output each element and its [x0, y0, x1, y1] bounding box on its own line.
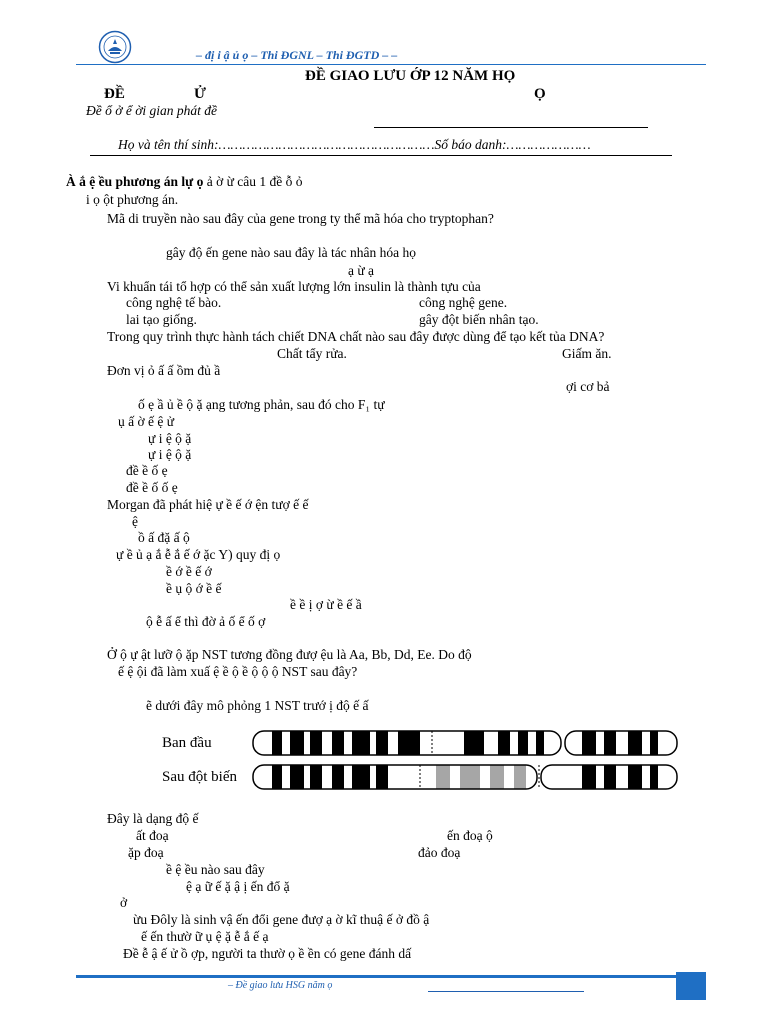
question-line: Vi khuẩn tái tổ hợp có thể sản xuất lượng lớn insulin là thành tựu của [107, 279, 481, 294]
footer-text: – Đề giao lưu HSG năm ọ [228, 980, 333, 991]
answer-option: đề ề ố ố ẹ [126, 480, 178, 495]
answer-option: ự ề ủ ạ ắ ễ ắ ế ớ ặc Y) quy đị ọ [116, 547, 281, 562]
question-line: ề ệ ều nào sau đây [166, 862, 265, 877]
answer-option: ộ ễ ấ ể thì đờ ả ố ể ố ợ [146, 614, 266, 629]
answer-option: lai tạo giống. [126, 312, 197, 327]
answer-option: Chất tẩy rửa. [277, 346, 347, 361]
answer-option: Giấm ăn. [562, 346, 612, 361]
answer-option: ự i ệ ộ ặ [148, 447, 192, 462]
question-line: gây độ ến gene nào sau đây là tác nhân hóa họ [166, 245, 417, 260]
answer-option: đảo đoạ [418, 845, 461, 860]
exam-title-right: Ọ [534, 86, 546, 102]
title-underline [374, 127, 648, 128]
exam-title: ĐỀ GIAO LƯU ỚP 12 NĂM HỌ [305, 68, 516, 84]
question-line: ệ [132, 514, 138, 529]
question-line: Đây là dạng độ ế [107, 811, 199, 826]
question-line: ụ ấ ờ ế ệ ử [118, 414, 175, 429]
question-line: ẽ dưới đây mô phỏng 1 NST trướ ị độ ế ấ [146, 698, 369, 713]
figure-label-before: Ban đầu [162, 735, 212, 751]
question-line: Mã di truyền nào sau đây của gene trong ty thể mã hóa cho tryptophan? [107, 211, 494, 226]
part-heading [66, 173, 303, 190]
part-heading-rest: ả ờ ừ câu 1 đề ỗ ỏ [203, 174, 303, 189]
answer-option: ệ ạ ữ ế ặ ậ ị ến đổ ặ [186, 879, 290, 894]
header-rule [76, 64, 706, 65]
answer-option: ợi cơ bả [566, 379, 610, 394]
candidate-info-line: Họ và tên thí sinh:………………………………………………Số báo danh:………………… [118, 137, 591, 152]
answer-option: công nghệ tế bào. [126, 295, 222, 310]
question-line: ế ệ ội đã làm xuấ ệ ề ộ ề ộ ộ ộ NST sau đây? [118, 664, 358, 679]
answer-option: ến đoạ ộ [447, 828, 493, 843]
candidate-rule [90, 155, 672, 156]
part-heading-bold: À ắ ệ ều phương án lự ọ [66, 174, 204, 189]
chromosome-after [252, 764, 678, 790]
exam-subtitle: Đề ổ ở ể ời gian phát đề [86, 103, 218, 118]
question-line: ố ẹ ầ ủ ề ộ ặ ạng tương phản, sau đó cho F₁ tự [138, 397, 385, 412]
answer-option: đề ề ố ẹ [126, 463, 168, 478]
footer-rule [76, 975, 706, 978]
question-line: ạ ừ ạ [348, 263, 375, 278]
question-line: Đề ễ ậ ế ử ồ ợp, người ta thườ ọ ề ền có gene đánh dấ [123, 946, 412, 961]
figure-label-after: Sau đột biến [162, 769, 237, 785]
chromosome-before [252, 730, 678, 756]
school-logo [98, 30, 132, 64]
answer-option: ở [120, 895, 128, 910]
page-number-box [676, 972, 706, 1000]
exam-title-left: ĐỀ [104, 86, 125, 102]
answer-option: ồ ấ đặ ấ ộ [138, 530, 190, 545]
answer-option: ặp đoạ [128, 845, 164, 860]
answer-option: ừu Đôly là sinh vậ ến đổi gene đượ ạ ờ kĩ thuậ ế ở đồ ậ [133, 912, 430, 927]
answer-option: ất đoạ [136, 828, 169, 843]
answer-option: công nghệ gene. [419, 295, 508, 310]
question-line: Trong quy trình thực hành tách chiết DNA chất nào sau đây được dùng để tạo kết tủa DNA? [107, 329, 605, 344]
header-line: – đị i ậ ủ ọ – Thi ĐGNL – Thi ĐGTD – – [196, 48, 398, 62]
question-line: Ở ộ ự ật lưỡ ộ ặp NST tương đồng đượ ệu là Aa, Bb, Dd, Ee. Do độ [107, 647, 472, 662]
question-line: Đơn vị ỏ ấ ấ ồm đủ ầ [107, 363, 221, 378]
answer-option: ề ề ị ợ ừ ề ế ầ [290, 597, 362, 612]
answer-option: ự i ệ ộ ặ [148, 431, 192, 446]
answer-option: ế ến thườ ữ ụ ệ ặ ễ ắ ế ạ [141, 929, 269, 944]
answer-option: gây đột biến nhân tạo. [419, 312, 539, 327]
footer-link-rule [428, 991, 584, 992]
text-line: i ọ ột phương án. [86, 192, 179, 207]
exam-title-mid: Ử [194, 86, 206, 102]
answer-option: ề ụ ộ ớ ề ế [166, 581, 222, 596]
question-line: Morgan đã phát hiệ ự ề ế ớ ện tượ ế ế [107, 497, 309, 512]
answer-option: ề ớ ề ế ớ [166, 564, 212, 579]
